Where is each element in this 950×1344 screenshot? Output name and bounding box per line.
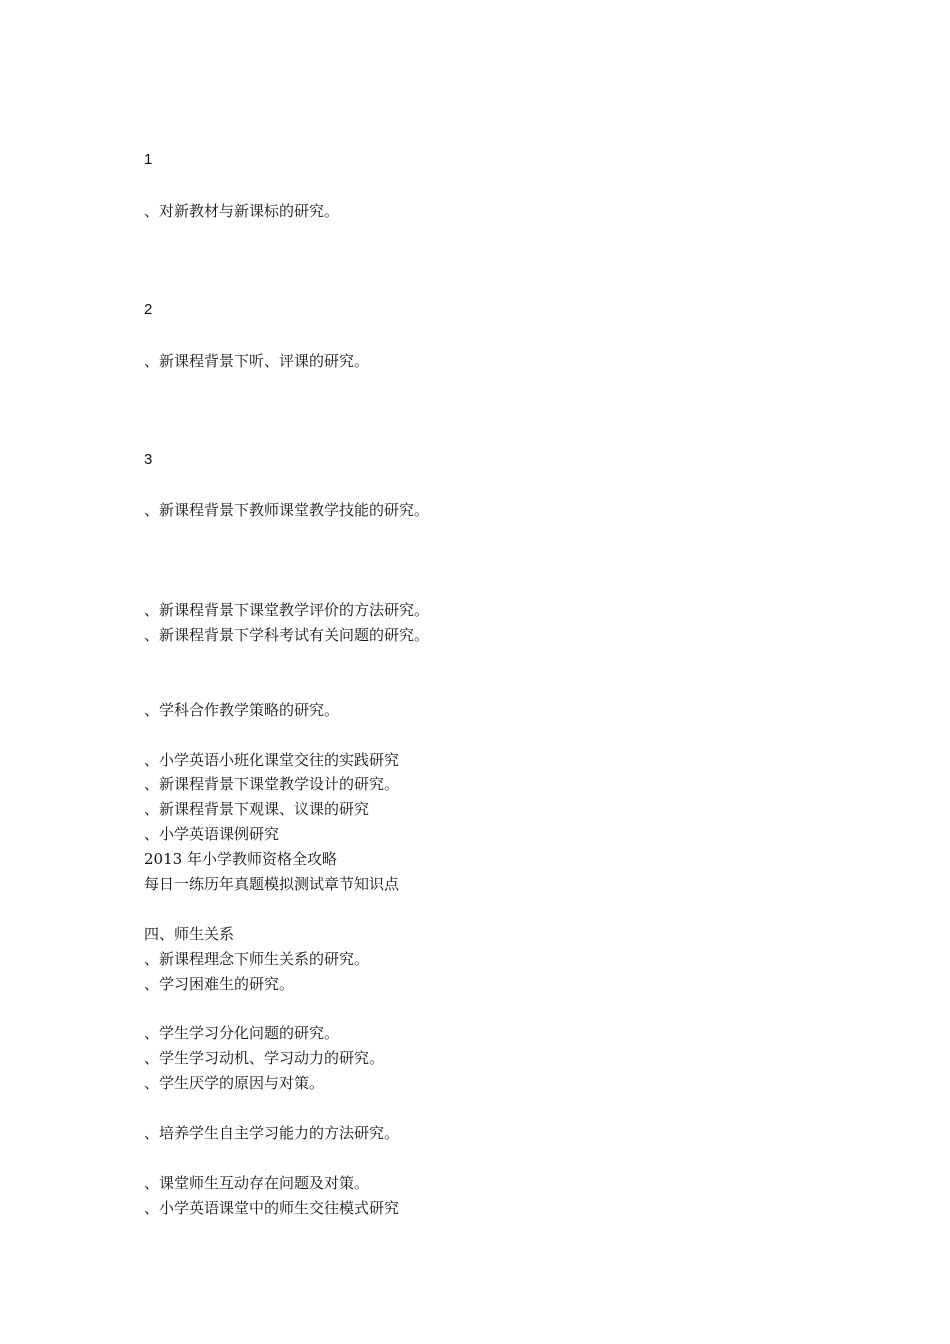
document-line: 每日一练历年真题模拟测试章节知识点 [144, 875, 400, 893]
document-line: 、新课程背景下听、评课的研究。 [144, 352, 370, 370]
document-line: 、新课程背景下学科考试有关问题的研究。 [144, 626, 430, 644]
document-line: 、新课程理念下师生关系的研究。 [144, 950, 370, 968]
document-line: 、小学英语课堂中的师生交往模式研究 [144, 1199, 400, 1217]
document-line: 、新课程背景下课堂教学评价的方法研究。 [144, 601, 430, 619]
document-line: 、学习困难生的研究。 [144, 975, 295, 993]
document-line: 、新课程背景下观课、议课的研究 [144, 800, 370, 818]
document-line: 、对新教材与新课标的研究。 [144, 202, 340, 220]
section-heading: 四、师生关系 [144, 925, 235, 943]
document-line: 、学生学习动机、学习动力的研究。 [144, 1049, 385, 1067]
document-line: 、小学英语课例研究 [144, 825, 280, 843]
document-line: 、培养学生自主学习能力的方法研究。 [144, 1124, 400, 1142]
document-line: 2013 年小学教师资格全攻略 [144, 850, 337, 868]
section-number-1: 1 [144, 151, 153, 168]
document-line: 、课堂师生互动存在问题及对策。 [144, 1174, 370, 1192]
section-number-3: 3 [144, 451, 153, 468]
section-number-2: 2 [144, 301, 153, 318]
document-line: 、学生厌学的原因与对策。 [144, 1074, 325, 1092]
document-line: 、小学英语小班化课堂交往的实践研究 [144, 751, 400, 769]
document-line: 、学生学习分化问题的研究。 [144, 1024, 340, 1042]
document-line: 、新课程背景下课堂教学设计的研究。 [144, 775, 400, 793]
document-line: 、新课程背景下教师课堂教学技能的研究。 [144, 501, 430, 519]
document-line: 、学科合作教学策略的研究。 [144, 701, 340, 719]
